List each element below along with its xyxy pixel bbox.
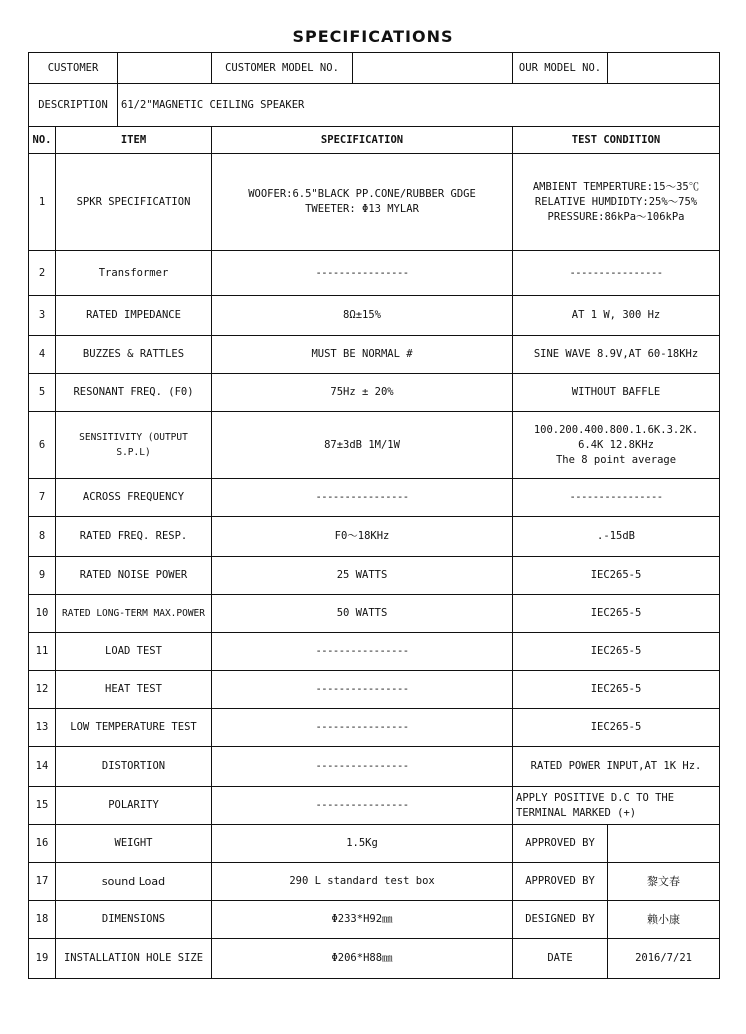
row-number: 13 xyxy=(29,709,56,747)
spec-line: WOOFER:6.5"BLACK PP.CONE/RUBBER GDGE xyxy=(248,188,476,200)
table-row xyxy=(29,517,720,557)
row-specification: MUST BE NORMAL # xyxy=(212,336,513,374)
table-row xyxy=(29,901,720,939)
spec-line: TWEETER: Φ13 MYLAR xyxy=(305,203,419,215)
date-value: 2016/7/21 xyxy=(608,939,720,979)
approver-signature: 黎文春 xyxy=(608,863,720,901)
test-line: AMBIENT TEMPERTURE:15～35℃ xyxy=(532,180,700,193)
row-test-condition: ---------------- xyxy=(513,479,720,517)
row-specification: 50 WATTS xyxy=(212,595,513,633)
description-value: 61/2"MAGNETIC CEILING SPEAKER xyxy=(118,84,720,127)
table-row xyxy=(29,633,720,671)
row-specification xyxy=(212,154,513,251)
approval-label: DATE xyxy=(513,939,608,979)
row-item: RATED FREQ. RESP. xyxy=(56,517,212,557)
row-item xyxy=(56,412,212,479)
row-item: Transformer xyxy=(56,251,212,296)
column-header-specification: SPECIFICATION xyxy=(212,127,513,154)
table-row xyxy=(29,251,720,296)
row-specification: ---------------- xyxy=(212,479,513,517)
designer-signature: 赖小康 xyxy=(608,901,720,939)
row-test-condition: SINE WAVE 8.9V,AT 60-18KHz xyxy=(513,336,720,374)
row-number: 6 xyxy=(29,412,56,479)
row-specification: 8Ω±15% xyxy=(212,296,513,336)
column-header-row xyxy=(29,127,720,154)
row-test-condition: IEC265-5 xyxy=(513,595,720,633)
row-item: LOW TEMPERATURE TEST xyxy=(56,709,212,747)
row-test-condition: WITHOUT BAFFLE xyxy=(513,374,720,412)
row-item: RATED LONG-TERM MAX.POWER xyxy=(56,595,212,633)
row-specification: Φ233*H92㎜ xyxy=(212,901,513,939)
approval-label: DESIGNED BY xyxy=(513,901,608,939)
row-item: BUZZES & RATTLES xyxy=(56,336,212,374)
table-row xyxy=(29,863,720,901)
table-row xyxy=(29,787,720,825)
test-line: TERMINAL MARKED (+) xyxy=(516,806,637,819)
row-item: INSTALLATION HOLE SIZE xyxy=(56,939,212,979)
approval-value xyxy=(608,825,720,863)
row-item: HEAT TEST xyxy=(56,671,212,709)
column-header-item: ITEM xyxy=(56,127,212,154)
row-number: 8 xyxy=(29,517,56,557)
row-specification: ---------------- xyxy=(212,671,513,709)
table-row xyxy=(29,479,720,517)
table-row xyxy=(29,595,720,633)
table-row xyxy=(29,671,720,709)
test-line: PRESSURE:86kPa～106kPa xyxy=(547,210,685,223)
test-line: APPLY POSITIVE D.C TO THE xyxy=(516,791,675,804)
customer-model-label: CUSTOMER MODEL NO. xyxy=(212,53,353,84)
row-test-condition xyxy=(513,787,720,825)
test-line: 100.200.400.800.1.6K.3.2K. xyxy=(533,423,699,436)
column-header-no: NO. xyxy=(29,127,56,154)
row-item: WEIGHT xyxy=(56,825,212,863)
test-line: 6.4K 12.8KHz xyxy=(578,438,654,451)
table-row xyxy=(29,296,720,336)
table-row xyxy=(29,154,720,251)
row-specification: ---------------- xyxy=(212,251,513,296)
table-row xyxy=(29,336,720,374)
row-specification: ---------------- xyxy=(212,709,513,747)
row-specification: 25 WATTS xyxy=(212,557,513,595)
row-number: 11 xyxy=(29,633,56,671)
row-number: 7 xyxy=(29,479,56,517)
row-number: 17 xyxy=(29,863,56,901)
row-item: SPKR SPECIFICATION xyxy=(56,154,212,251)
item-line: SENSITIVITY (OUTPUT xyxy=(79,432,188,443)
column-header-test-condition: TEST CONDITION xyxy=(513,127,720,154)
row-test-condition: AT 1 W, 300 Hz xyxy=(513,296,720,336)
row-specification: 87±3dB 1M/1W xyxy=(212,412,513,479)
row-test-condition: ---------------- xyxy=(513,251,720,296)
row-item: DISTORTION xyxy=(56,747,212,787)
table-row xyxy=(29,939,720,979)
row-specification: ---------------- xyxy=(212,633,513,671)
row-item: LOAD TEST xyxy=(56,633,212,671)
row-number: 1 xyxy=(29,154,56,251)
description-label: DESCRIPTION xyxy=(29,84,118,127)
row-number: 14 xyxy=(29,747,56,787)
row-test-condition: IEC265-5 xyxy=(513,671,720,709)
header-row-description xyxy=(29,84,720,127)
row-test-condition: IEC265-5 xyxy=(513,557,720,595)
table-row xyxy=(29,412,720,479)
row-test-condition: RATED POWER INPUT,AT 1K Hz. xyxy=(513,747,720,787)
row-item: ACROSS FREQUENCY xyxy=(56,479,212,517)
row-test-condition: IEC265-5 xyxy=(513,633,720,671)
table-row xyxy=(29,557,720,595)
header-row-customer xyxy=(29,53,720,84)
row-specification: 1.5Kg xyxy=(212,825,513,863)
row-number: 19 xyxy=(29,939,56,979)
row-item: DIMENSIONS xyxy=(56,901,212,939)
test-line: The 8 point average xyxy=(555,453,677,466)
row-specification: ---------------- xyxy=(212,747,513,787)
approval-label: APPROVED BY xyxy=(513,825,608,863)
table-row xyxy=(29,747,720,787)
row-test-condition xyxy=(513,412,720,479)
row-test-condition xyxy=(513,154,720,251)
row-test-condition: .-15dB xyxy=(513,517,720,557)
row-number: 15 xyxy=(29,787,56,825)
row-specification: 75Hz ± 20% xyxy=(212,374,513,412)
row-test-condition: IEC265-5 xyxy=(513,709,720,747)
customer-model-value xyxy=(353,53,513,84)
item-line: S.P.L) xyxy=(116,447,151,458)
table-row xyxy=(29,709,720,747)
approval-label: APPROVED BY xyxy=(513,863,608,901)
row-item: RATED NOISE POWER xyxy=(56,557,212,595)
row-specification: ---------------- xyxy=(212,787,513,825)
row-item: RATED IMPEDANCE xyxy=(56,296,212,336)
document-title: SPECIFICATIONS xyxy=(292,27,454,46)
row-number: 5 xyxy=(29,374,56,412)
row-item: sound Load xyxy=(56,863,212,901)
row-specification: 290 L standard test box xyxy=(212,863,513,901)
our-model-value xyxy=(608,53,720,84)
customer-label: CUSTOMER xyxy=(29,53,118,84)
row-number: 12 xyxy=(29,671,56,709)
row-number: 9 xyxy=(29,557,56,595)
row-number: 18 xyxy=(29,901,56,939)
row-number: 3 xyxy=(29,296,56,336)
row-number: 10 xyxy=(29,595,56,633)
table-row xyxy=(29,825,720,863)
our-model-label: OUR MODEL NO. xyxy=(513,53,608,84)
test-line: RELATIVE HUMDIDTY:25%～75% xyxy=(534,195,698,208)
table-row xyxy=(29,374,720,412)
row-item: RESONANT FREQ. (F0) xyxy=(56,374,212,412)
row-number: 2 xyxy=(29,251,56,296)
row-number: 4 xyxy=(29,336,56,374)
row-specification: F0～18KHz xyxy=(212,517,513,557)
row-number: 16 xyxy=(29,825,56,863)
customer-value xyxy=(118,53,212,84)
specification-table xyxy=(28,52,720,979)
row-specification: Φ206*H88㎜ xyxy=(212,939,513,979)
row-item: POLARITY xyxy=(56,787,212,825)
